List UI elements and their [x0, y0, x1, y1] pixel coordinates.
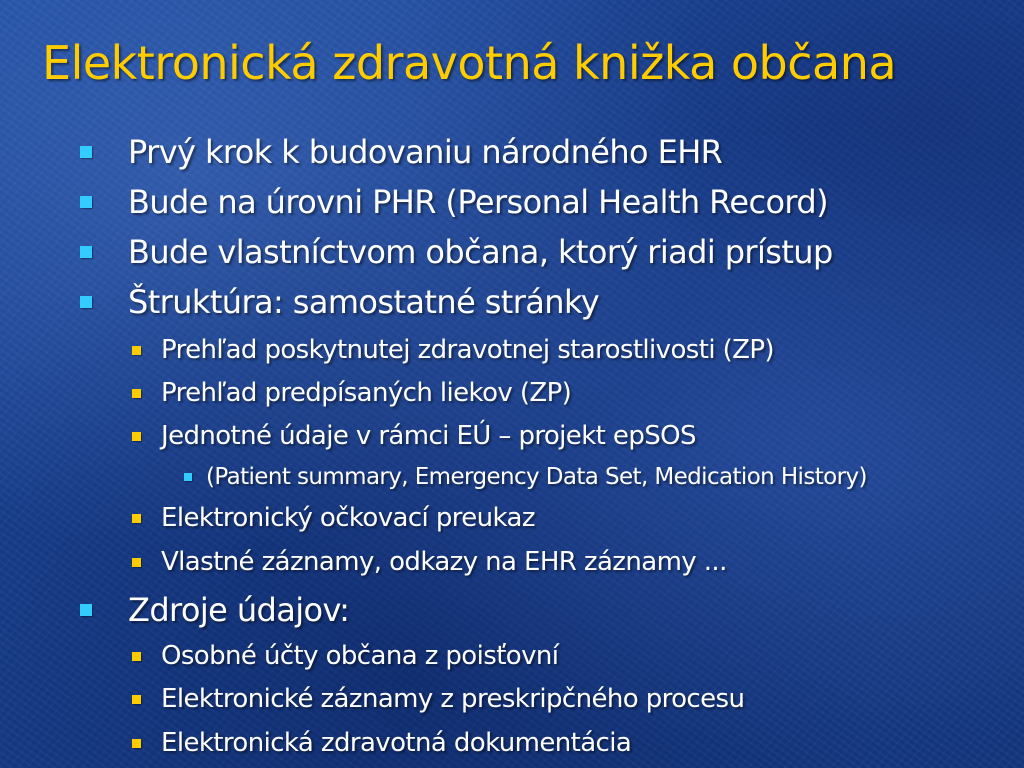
square-bullet-icon	[132, 389, 141, 398]
square-bullet-icon	[132, 514, 141, 523]
sub-bullet-item	[132, 331, 774, 369]
square-bullet-icon	[184, 473, 192, 481]
bullet-item	[80, 180, 828, 224]
sub-bullet-item	[132, 417, 696, 455]
bullet-text: Prvý krok k budovaniu národného EHR	[128, 133, 723, 171]
sub-bullet-item	[132, 499, 535, 537]
square-bullet-icon	[80, 296, 92, 308]
square-bullet-icon	[132, 739, 141, 748]
bullet-text: Elektronická zdravotná dokumentácia	[161, 728, 632, 758]
bullet-item	[80, 230, 833, 274]
bullet-text: Vlastné záznamy, odkazy na EHR záznamy ...	[161, 547, 727, 577]
square-bullet-icon	[80, 246, 92, 258]
slide-title: Elektronická zdravotná knižka občana	[42, 36, 897, 90]
square-bullet-icon	[80, 196, 92, 208]
sub-bullet-item	[132, 680, 744, 718]
square-bullet-icon	[132, 346, 141, 355]
sub-sub-bullet-item	[184, 460, 867, 494]
sub-bullet-item	[132, 543, 727, 581]
bullet-text: Osobné účty občana z poisťovní	[161, 641, 559, 671]
square-bullet-icon	[132, 652, 141, 661]
square-bullet-icon	[80, 146, 92, 158]
square-bullet-icon	[132, 432, 141, 441]
bullet-text: Štruktúra: samostatné stránky	[128, 283, 600, 321]
bullet-text: Prehľad predpísaných liekov (ZP)	[161, 378, 572, 408]
bullet-text: Bude na úrovni PHR (Personal Health Record)	[128, 183, 829, 221]
bullet-text: Elektronické záznamy z preskripčného procesu	[161, 684, 745, 714]
sub-bullet-item	[132, 374, 571, 412]
bullet-item	[80, 130, 722, 174]
square-bullet-icon	[132, 695, 141, 704]
bullet-text: Bude vlastníctvom občana, ktorý riadi prístup	[128, 233, 833, 271]
bullet-text: Zdroje údajov:	[128, 591, 350, 629]
sub-bullet-item	[132, 637, 558, 675]
bullet-text: Prehľad poskytnutej zdravotnej starostlivosti (ZP)	[161, 335, 774, 365]
bullet-item	[80, 588, 349, 632]
square-bullet-icon	[80, 604, 92, 616]
bullet-item	[80, 280, 599, 324]
square-bullet-icon	[132, 558, 141, 567]
sub-bullet-item	[132, 724, 631, 762]
bullet-text: Elektronický očkovací preukaz	[161, 503, 535, 533]
bullet-text: Jednotné údaje v rámci EÚ – projekt epSOS	[161, 421, 696, 451]
bullet-text: (Patient summary, Emergency Data Set, Medication History)	[206, 464, 867, 490]
